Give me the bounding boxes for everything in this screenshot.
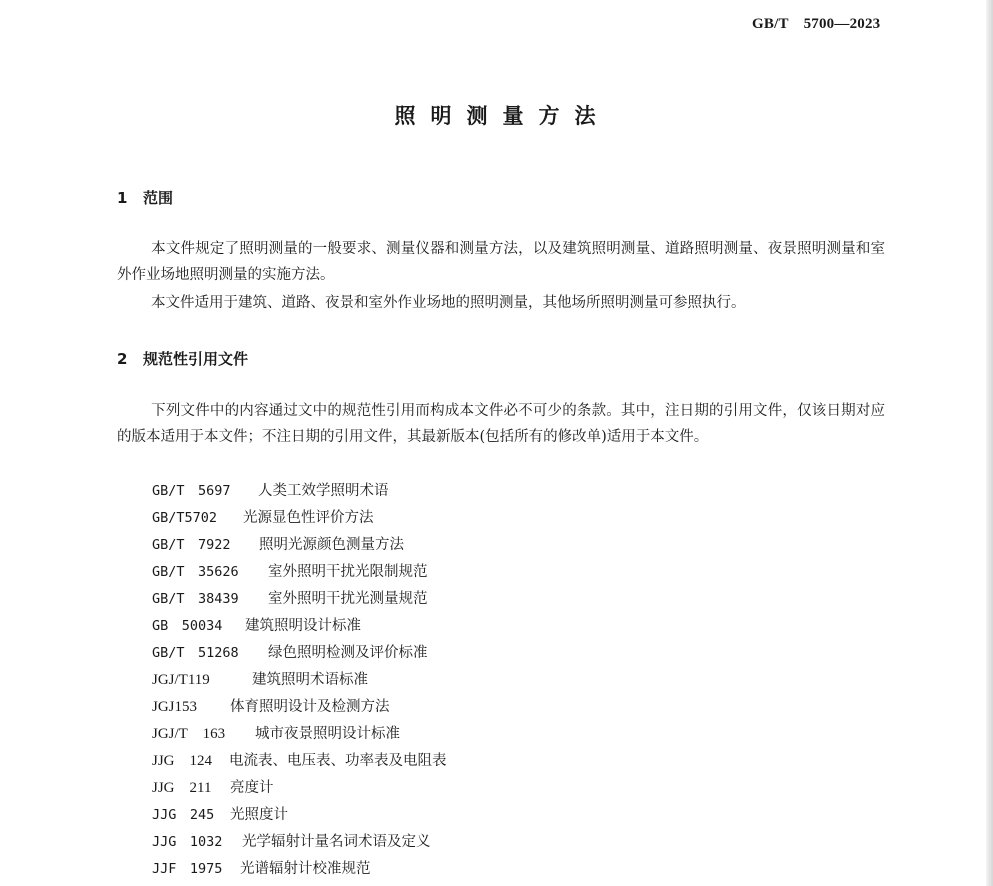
- reference-item: GB/T5702 光源显色性评价方法: [152, 510, 374, 526]
- reference-item: JJG 245 光照度计: [152, 807, 288, 823]
- section-number: 2: [117, 350, 128, 368]
- reference-item: JGJ153 体育照明设计及检测方法: [152, 699, 390, 715]
- standard-code: GB/T 5700—2023: [752, 16, 881, 32]
- reference-item: JJF 1975 光谱辐射计校准规范: [152, 861, 371, 877]
- reference-item: JGJ/T 163 城市夜景照明设计标准: [152, 726, 400, 742]
- document-title: 照明测量方法: [394, 104, 611, 128]
- reference-item: GB/T 7922 照明光源颜色测量方法: [152, 537, 404, 553]
- section-number: 1: [117, 189, 128, 207]
- reference-item: GB/T 38439 室外照明干扰光测量规范: [152, 591, 428, 607]
- scope-paragraph-1: 本文件规定了照明测量的一般要求、测量仪器和测量方法，以及建筑照明测量、道路照明测量、夜景照明测量和室外作业场地照明测量的实施方法。: [117, 241, 885, 283]
- reference-item: GB 50034 建筑照明设计标准: [152, 618, 361, 634]
- section-heading-normative-references: [117, 348, 248, 369]
- reference-item: JJG 211 亮度计: [152, 780, 274, 796]
- section-title: 规范性引用文件: [143, 350, 249, 368]
- reference-item: GB/T 35626 室外照明干扰光限制规范: [152, 564, 428, 580]
- reference-list: [152, 478, 447, 883]
- section-title: 范围: [143, 189, 174, 207]
- section-heading-scope: [117, 187, 173, 208]
- reference-item: JGJ/T119 建筑照明术语标准: [152, 672, 368, 688]
- scope-paragraph-2: 本文件适用于建筑、道路、夜景和室外作业场地的照明测量，其他场所照明测量可参照执行。: [151, 295, 746, 311]
- reference-item: GB/T 5697 人类工效学照明术语: [152, 483, 389, 499]
- reference-item: JJG 1032 光学辐射计量名词术语及定义: [152, 834, 431, 850]
- page-edge-shadow: [986, 0, 993, 886]
- reference-item: GB/T 51268 绿色照明检测及评价标准: [152, 645, 428, 661]
- references-intro-paragraph: 下列文件中的内容通过文中的规范性引用而构成本文件必不可少的条款。其中，注日期的引用文件，仅该日期对应的版本适用于本文件；不注日期的引用文件，其最新版本(包括所有的修改单)适用于本文件。: [117, 403, 885, 445]
- reference-item: JJG 124 电流表、电压表、功率表及电阻表: [152, 753, 447, 769]
